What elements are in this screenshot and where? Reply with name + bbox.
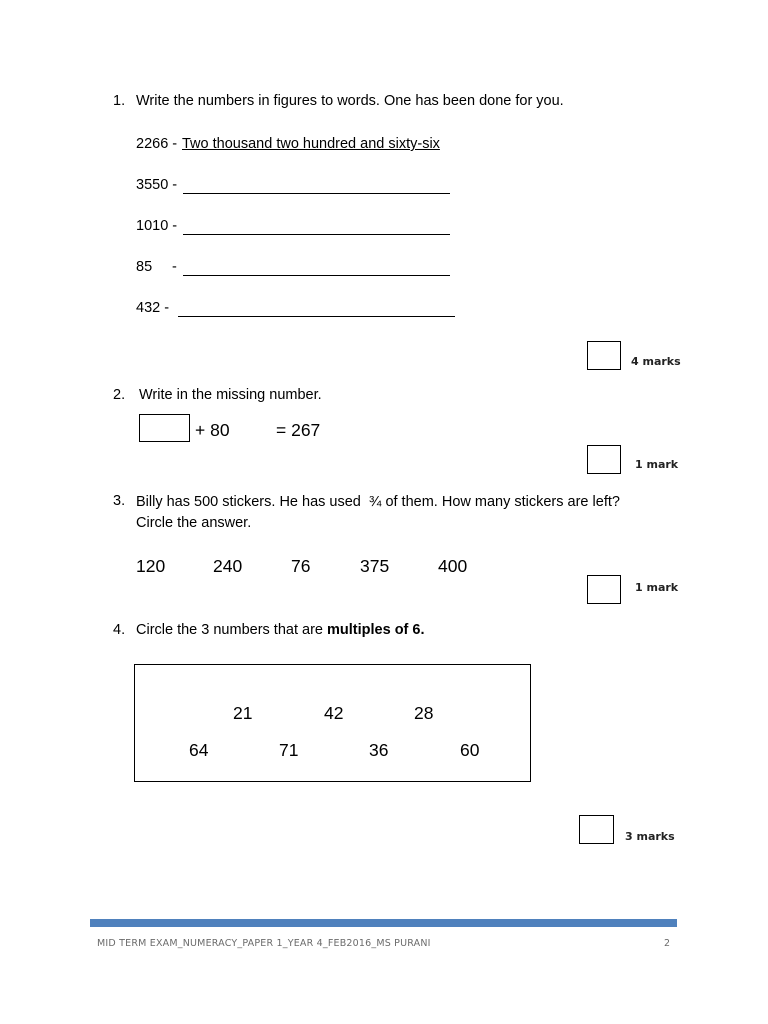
q3-prompt-line2: Circle the answer.: [136, 515, 252, 531]
q4-number-71[interactable]: 71: [279, 740, 299, 760]
footer-text: MID TERM EXAM_NUMERACY_PAPER 1_YEAR 4_FEB2016_MS PURANI: [97, 938, 431, 949]
q2-marks-label: 1 mark: [635, 458, 679, 471]
q1-prompt: Write the numbers in figures to words. One has been done for you.: [136, 93, 564, 109]
q1-number: 1.: [113, 93, 126, 109]
q2-marks-box[interactable]: [587, 445, 621, 474]
q3-fraction: ¾: [368, 493, 382, 510]
q3-prompt-b: of them. How many stickers are left?: [385, 494, 620, 510]
q1-example-number: 2266 -: [136, 136, 178, 152]
q4-prompt-a: Circle the 3 numbers that are: [136, 622, 328, 638]
q1-item-85-dash: -: [172, 259, 177, 275]
q1-item-1010-answer-line[interactable]: [183, 233, 450, 235]
q4-number-21[interactable]: 21: [233, 703, 253, 723]
q3-option-240[interactable]: 240: [213, 556, 243, 576]
q1-item-85-label: 85: [136, 259, 153, 275]
q1-item-3550-answer-line[interactable]: [183, 192, 450, 194]
page-number: 2: [664, 938, 671, 949]
q2-missing-number-box[interactable]: [139, 414, 190, 442]
q3-number: 3.: [113, 493, 126, 509]
q2-prompt: Write in the missing number.: [139, 387, 322, 403]
q1-item-3550-label: 3550 -: [136, 177, 178, 193]
q4-number-36[interactable]: 36: [369, 740, 389, 760]
q3-prompt-line1: [136, 493, 620, 510]
q2-plus-term: + 80: [195, 420, 230, 440]
q4-number-60[interactable]: 60: [460, 740, 480, 760]
q3-option-76[interactable]: 76: [291, 556, 311, 576]
q1-marks-box[interactable]: [587, 341, 621, 370]
q4-marks-label: 3 marks: [625, 830, 675, 843]
q4-marks-box[interactable]: [579, 815, 614, 844]
q3-option-400[interactable]: 400: [438, 556, 468, 576]
q3-marks-label: 1 mark: [635, 581, 679, 594]
q3-option-375[interactable]: 375: [360, 556, 390, 576]
q4-number-42[interactable]: 42: [324, 703, 344, 723]
q4-number-64[interactable]: 64: [189, 740, 209, 760]
q4-number-28[interactable]: 28: [414, 703, 434, 723]
q4-number: 4.: [113, 622, 126, 638]
q3-option-120[interactable]: 120: [136, 556, 166, 576]
q1-marks-label: 4 marks: [631, 355, 681, 368]
footer-bar: [90, 919, 677, 927]
q3-prompt-a: Billy has 500 stickers. He has used: [136, 494, 361, 510]
q4-prompt: [136, 622, 425, 638]
q1-example-answer: Two thousand two hundred and sixty-six: [182, 136, 440, 152]
q2-number: 2.: [113, 387, 126, 403]
q4-prompt-bold: multiples of 6.: [327, 622, 425, 638]
q1-item-85-answer-line[interactable]: [183, 274, 450, 276]
q1-item-432-answer-line[interactable]: [178, 315, 455, 317]
q2-equals-term: = 267: [276, 420, 321, 440]
q1-item-1010-label: 1010 -: [136, 218, 178, 234]
q1-item-432-label: 432 -: [136, 300, 170, 316]
q3-marks-box[interactable]: [587, 575, 621, 604]
